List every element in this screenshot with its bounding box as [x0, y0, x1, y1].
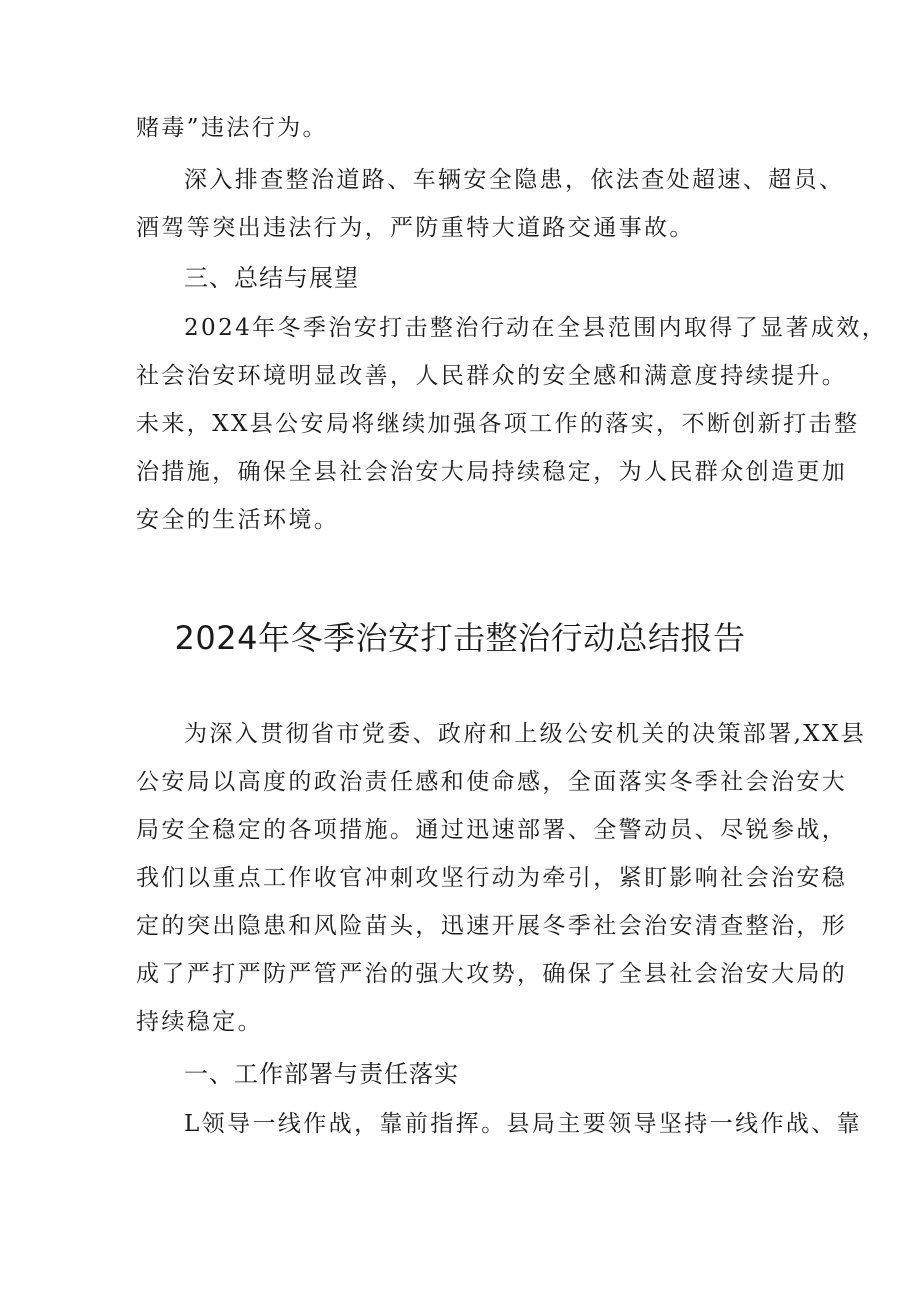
intro-line-2: 公安局以高度的政治责任感和使命感，全面落实冬季社会治安大: [136, 769, 848, 795]
summary-line-3: 未来，XX县公安局将继续加强各项工作的落实，不断创新打击整: [136, 411, 860, 437]
report-title: 2024年冬季治安打击整治行动总结报告: [174, 619, 746, 657]
intro-line-5: 定的突出隐患和风险苗头，迅速开展冬季社会治安清查整治，形: [136, 913, 848, 939]
intro-line-6: 成了严打严防严管严治的强大攻势，确保了全县社会治安大局的: [136, 961, 848, 987]
text-line-continuation: 赌毒”违法行为。: [136, 115, 328, 141]
intro-line-3: 局安全稳定的各项措施。通过迅速部署、全警动员、尽锐参战，: [136, 817, 848, 843]
intro-line-7: 持续稳定。: [136, 1009, 263, 1035]
intro-line-4: 我们以重点工作收官冲刺攻坚行动为牵引，紧盯影响社会治安稳: [136, 865, 848, 891]
text-line-road-safety-cont: 酒驾等突出违法行为，严防重特大道路交通事故。: [136, 215, 695, 241]
summary-line-1: 2024年冬季治安打击整治行动在全县范围内取得了显著成效，: [184, 315, 888, 341]
deployment-line-1: L领导一线作战，靠前指挥。县局主要领导坚持一线作战、靠: [184, 1111, 863, 1137]
summary-line-5: 安全的生活环境。: [136, 507, 340, 533]
summary-line-2: 社会治安环境明显改善，人民群众的安全感和满意度持续提升。: [136, 363, 848, 389]
section-heading-summary: 三、总结与展望: [184, 264, 359, 292]
text-line-road-safety: 深入排查整治道路、车辆安全隐患，依法查处超速、超员、: [184, 167, 845, 193]
summary-line-4: 治措施，确保全县社会治安大局持续稳定，为人民群众创造更加: [136, 459, 848, 485]
section-heading-deployment: 一、工作部署与责任落实: [184, 1060, 459, 1088]
intro-line-1: 为深入贯彻省市党委、政府和上级公安机关的决策部署,XX县: [184, 721, 867, 747]
